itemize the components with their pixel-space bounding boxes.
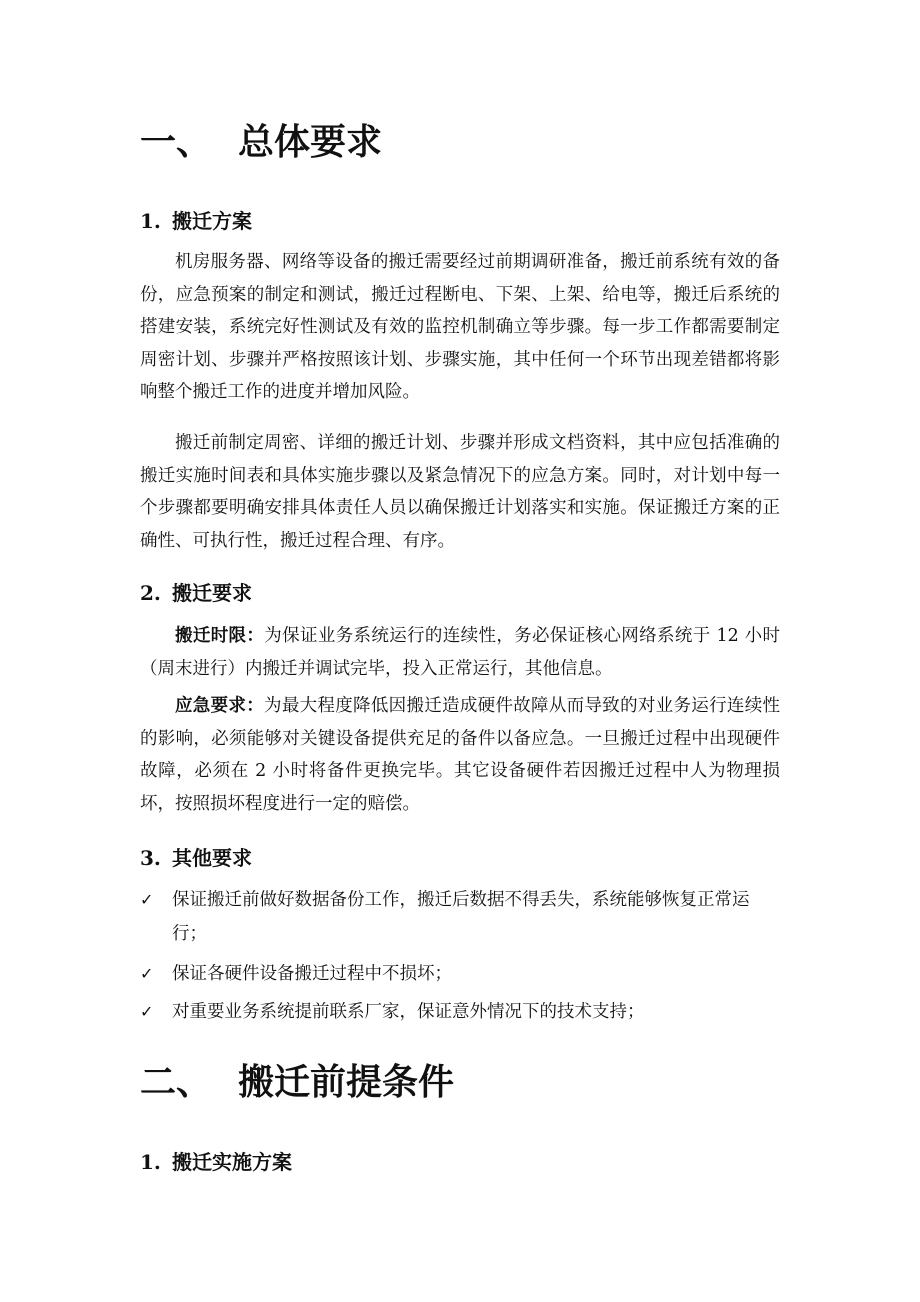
subsection-title: 搬迁实施方案	[172, 1150, 292, 1174]
checkmark-icon: ✓	[140, 890, 154, 909]
subsection-heading-1-1	[140, 207, 252, 235]
checklist-item-text: 对重要业务系统提前联系厂家，保证意外情况下的技术支持；	[172, 1002, 645, 1022]
section-number: 一、	[140, 121, 213, 163]
checklist-item	[140, 883, 780, 951]
checklist-item	[140, 957, 780, 991]
requirement-paragraph-timelimit	[140, 620, 780, 685]
subsection-heading-2-1	[140, 1148, 292, 1176]
checklist-item-text: 保证搬迁前做好数据备份工作，搬迁后数据不得丢失，系统能够恢复正常运行；	[172, 890, 750, 944]
checkmark-icon: ✓	[140, 964, 154, 983]
checklist-item-text: 保证各硬件设备搬迁过程中不损坏；	[172, 964, 452, 984]
checklist-item	[140, 995, 780, 1029]
paragraph: 机房服务器、网络等设备的搬迁需要经过前期调研准备，搬迁前系统有效的备份，应急预案的制定和测试，搬迁过程断电、下架、上架、给电等，搬迁后系统的搭建安装，系统完好性测试及有效的监控机制确立等步骤。每一步工作都需要制定周密计划、步骤并严格按照该计划、步骤实施，其中任何一个环节出现差错都将影响整个搬迁工作的进度并增加风险。	[140, 252, 780, 402]
section-title: 搬迁前提条件	[238, 1061, 455, 1103]
subsection-heading-1-3	[140, 844, 252, 872]
subsection-number: 2.	[140, 581, 161, 605]
requirement-text: 为最大程度降低因搬迁造成硬件故障从而导致的对业务运行连续性的影响，必须能够对关键设备提供充足的备件以备应急。一旦搬迁过程中出现硬件故障，必须在 2 小时将备件更换完毕。其它设备硬件若因搬迁过程中人为物理损坏，按照损坏程度进行一定的赔偿。	[140, 696, 780, 814]
subsection-number: 3.	[140, 846, 161, 870]
requirement-text: 为保证业务系统运行的连续性，务必保证核心网络系统于 12 小时（周末进行）内搬迁并调试完毕，投入正常运行，其他信息。	[140, 626, 780, 679]
section-heading-1	[140, 120, 382, 164]
section-number: 二、	[140, 1061, 213, 1103]
requirement-label: 搬迁时限：	[175, 626, 265, 646]
requirement-label: 应急要求：	[175, 696, 265, 716]
section-title: 总体要求	[238, 121, 383, 163]
checkmark-icon: ✓	[140, 1002, 154, 1021]
subsection-number: 1.	[140, 209, 161, 233]
paragraph: 搬迁前制定周密、详细的搬迁计划、步骤并形成文档资料，其中应包括准确的搬迁实施时间表和具体实施步骤以及紧急情况下的应急方案。同时，对计划中每一个步骤都要明确安排具体责任人员以确保搬迁计划落实和实施。保证搬迁方案的正确性、可执行性，搬迁过程合理、有序。	[140, 433, 780, 551]
subsection-title: 其他要求	[172, 846, 252, 870]
section-heading-2	[140, 1060, 454, 1104]
subsection-heading-1-2	[140, 579, 252, 607]
requirement-paragraph-emergency	[140, 690, 780, 820]
subsection-title: 搬迁方案	[172, 209, 252, 233]
subsection-title: 搬迁要求	[172, 581, 252, 605]
subsection-number: 1.	[140, 1150, 161, 1174]
